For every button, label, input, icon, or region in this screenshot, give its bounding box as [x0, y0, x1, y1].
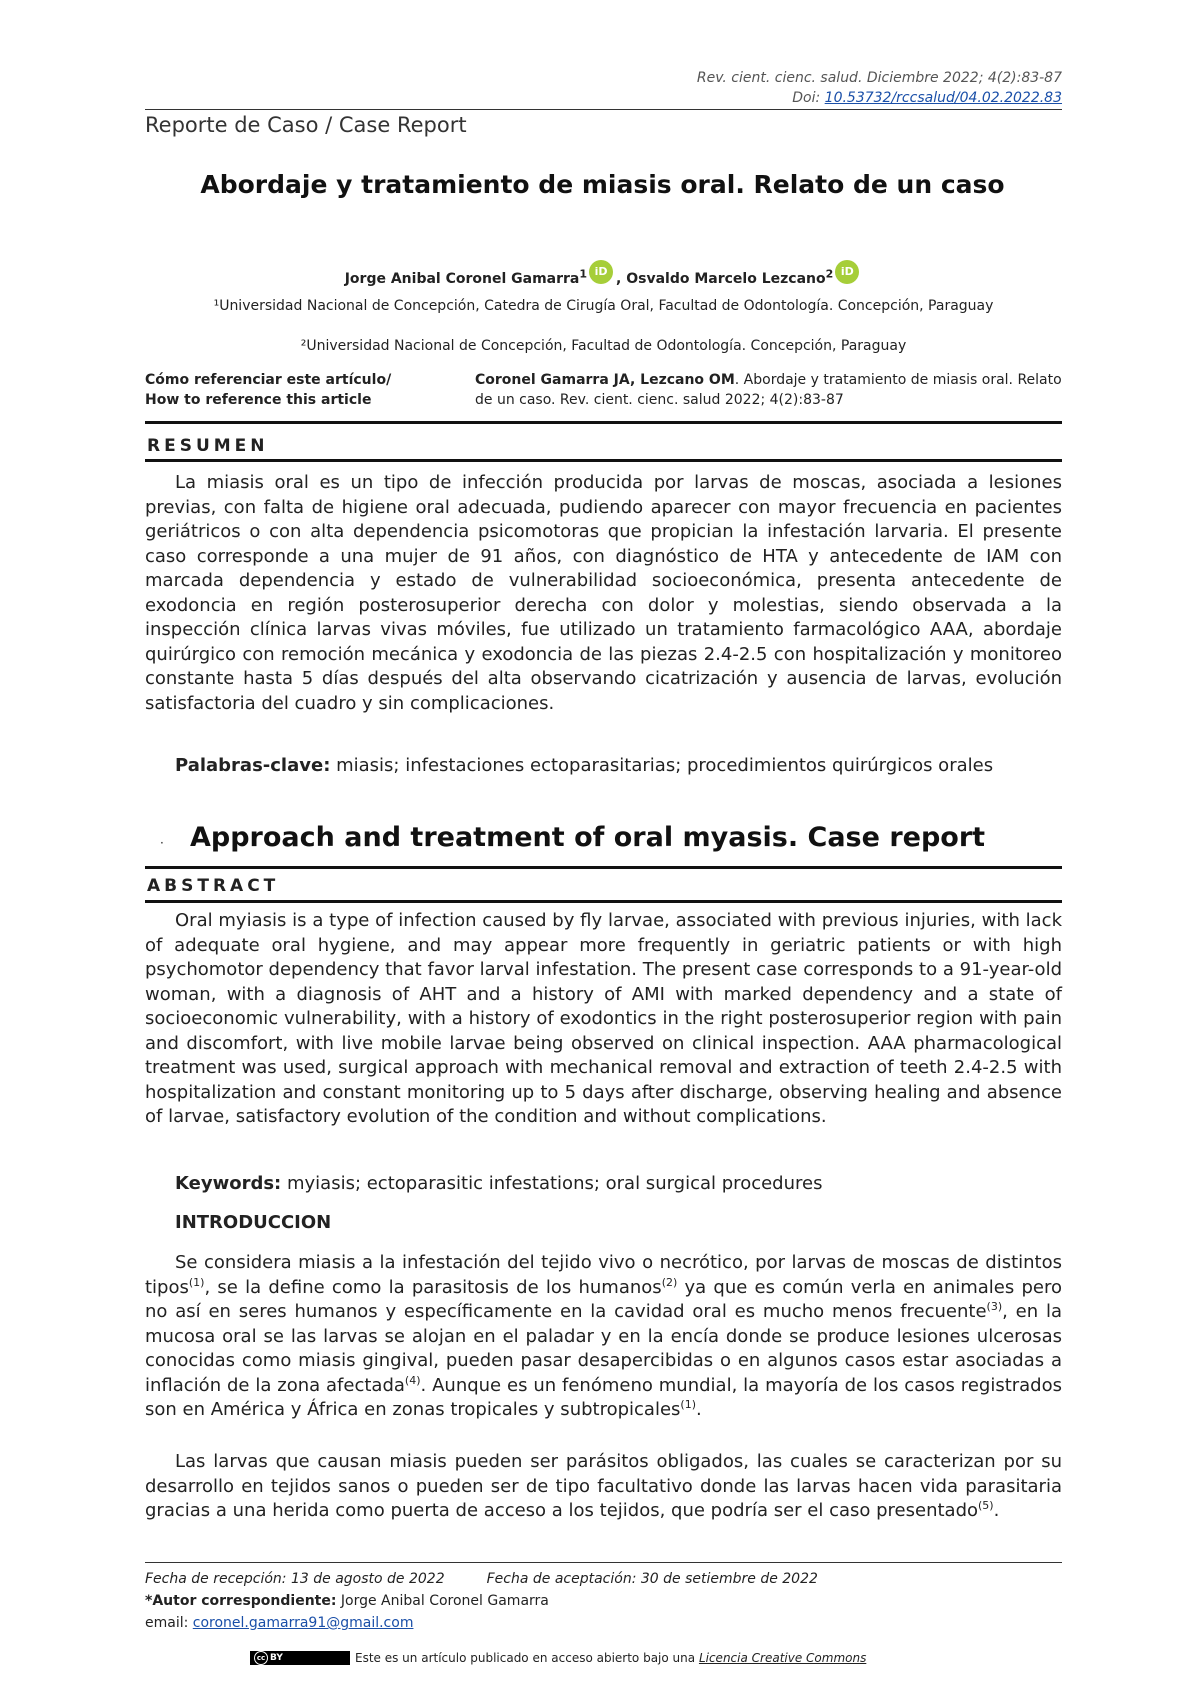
- license-text: Este es un artículo publicado en acceso abierto bajo una: [355, 1651, 699, 1665]
- intro-p1-text: .: [696, 1399, 702, 1420]
- header-rule: [145, 109, 1062, 110]
- intro-p1-text: , en la mucosa oral se las larvas se alojan en el paladar y en la encía donde se produce lesiones ulcerosas conocidas como miasis gingival, pueden pasar desapercibidas o en algunos casos estar asociadas a inflación de la zona afectada: [145, 1301, 1062, 1396]
- abstract-bottom-rule: [145, 900, 1062, 903]
- email-line: [145, 1613, 413, 1633]
- reference-label-es: Cómo referenciar este artículo/: [145, 372, 392, 388]
- intro-p1-text: . Aunque es un fenómeno mundial, la mayoría de los casos registrados son en América y África en zonas tropicales y subtropicales: [145, 1374, 1062, 1420]
- bullet-dot: ·: [160, 836, 164, 850]
- author-2-sup: 2: [825, 267, 834, 281]
- citation-sup: (4): [404, 1373, 421, 1387]
- abstract-keywords-label: Keywords:: [175, 1173, 282, 1194]
- intro-p1-text: , se la define como la parasitosis de los humanos: [204, 1276, 662, 1298]
- resumen-heading: RESUMEN: [147, 436, 269, 456]
- abstract-heading: ABSTRACT: [147, 876, 280, 896]
- citation-sup: (2): [661, 1275, 678, 1289]
- cc-badge-text: BY: [270, 1653, 283, 1663]
- affiliation-2: ²Universidad Nacional de Concepción, Facultad de Odontología. Concepción, Paraguay: [300, 338, 907, 354]
- citation-sup: (3): [986, 1300, 1003, 1313]
- resumen-text: La miasis oral es un tipo de infección producida por larvas de moscas, asociada a lesiones previas, con falta de higiene oral adecuada, pudiendo aparecer con mayor frecuencia en pacientes geriátricos o con alta dependencia psicomotoras que propician la infestación larvaria. El presente caso corresponde a una mujer de 91 años, con diagnóstico de HTA y antecedente de IAM con marcada dependencia y estado de vulnerabilidad socioeconómica, presenta antecedente de exodoncia en región posterosuperior derecha con dolor y molestias, siendo observada a la inspección clínica larvas vivas móviles, fue utilizado un tratamiento farmacológico AAA, abordaje quirúrgico con remoción mecánica y exodoncia de las piezas 2.4-2.5 con hospitalización y monitoreo constante hasta 5 días después del alta observando cicatrización y ausencia de larvas, evolución satisfactoria del cuadro y sin complicaciones.: [145, 472, 1062, 714]
- section-type: Reporte de Caso / Case Report: [145, 113, 467, 137]
- intro-p2-text: Las larvas que causan miasis pueden ser parásitos obligados, las cuales se caracterizan por su desarrollo en tejidos sanos o pueden ser de tipo facultativo donde las larvas hacen vida parasitaria gracias a una herida como puerta de acceso a los tejidos, que podría ser el caso presentado: [145, 1451, 1062, 1521]
- reference-label-en: How to reference this article: [145, 392, 372, 408]
- author-separator: ,: [616, 271, 627, 287]
- resumen-bottom-rule: [145, 459, 1062, 462]
- dates-line: [145, 1569, 818, 1589]
- article-title: Abordaje y tratamiento de miasis oral. Relato de un caso: [200, 170, 1005, 199]
- reference-text: [475, 370, 1062, 410]
- english-title: Approach and treatment of oral myasis. Case report: [190, 822, 986, 853]
- doi-line: [697, 88, 1062, 108]
- corresponding-name: Jorge Anibal Coronel Gamarra: [336, 1593, 549, 1609]
- affiliation-1: ¹Universidad Nacional de Concepción, Catedra de Cirugía Oral, Facultad de Odontología. Concepción, Paraguay: [213, 298, 994, 314]
- orcid-icon[interactable]: iD: [835, 260, 859, 284]
- abstract-text: Oral myiasis is a type of infection caused by fly larvae, associated with previous injuries, with lack of adequate oral hygiene, and may appear more frequently in geriatric patients or with high psychomotor dependency that favor larval infestation. The present case corresponds to a 91-year-old woman, with a diagnosis of AHT and a history of AMI with marked dependency and a state of socioeconomic vulnerability, with a history of exodontics in the right posterosuperior region with pain and discomfort, with live mobile larvae being observed on clinical inspection. AAA pharmacological treatment was used, surgical approach with mechanical removal and extraction of teeth 2.4-2.5 with hospitalization and constant monitoring up to 5 days after discharge, observing healing and absence of larvae, satisfactory evolution of the condition and without complications.: [145, 910, 1062, 1127]
- intro-p2-text: .: [993, 1500, 1000, 1521]
- reference-body: . Abordaje y tratamiento de miasis oral. Relato de un caso. Rev. cient. cienc. salud 2022; 4(2):83-87: [475, 372, 1062, 408]
- journal-citation: Rev. cient. cienc. salud. Diciembre 2022; 4(2):83-87: [696, 70, 1062, 86]
- citation-sup: (5): [978, 1499, 994, 1512]
- intro-p1-text: Se considera miasis a la infestación del tejido vivo o necrótico, por larvas de moscas de distintos tipos: [145, 1252, 1062, 1298]
- author-2-name: Osvaldo Marcelo Lezcano: [626, 271, 826, 287]
- intro-heading: INTRODUCCION: [175, 1212, 332, 1233]
- intro-paragraph-1: [145, 1251, 1062, 1423]
- resumen-top-rule: [145, 421, 1062, 424]
- corresponding-star: *: [145, 1593, 153, 1609]
- reference-label: [145, 370, 391, 410]
- doi-label: Doi:: [792, 90, 825, 106]
- journal-header: [697, 68, 1062, 108]
- resumen-keywords-label: Palabras-clave:: [175, 755, 331, 776]
- received-date: Fecha de recepción: 13 de agosto de 2022: [145, 1571, 445, 1587]
- citation-sup: (1): [188, 1275, 205, 1289]
- corresponding-label: Autor correspondiente:: [152, 1593, 337, 1609]
- email-label: email:: [145, 1615, 193, 1631]
- citation-sup: (1): [680, 1398, 696, 1411]
- license-link[interactable]: Licencia Creative Commons: [698, 1651, 867, 1665]
- abstract-keywords: [175, 1172, 1062, 1196]
- cc-license-badge[interactable]: [250, 1651, 350, 1665]
- author-list: [145, 260, 1062, 287]
- corresponding-author: [145, 1591, 549, 1611]
- doi-link[interactable]: 10.53732/rccsalud/04.02.2022.83: [824, 90, 1062, 106]
- license-statement: [355, 1651, 866, 1665]
- orcid-icon[interactable]: iD: [589, 260, 613, 284]
- accepted-date: Fecha de aceptación: 30 de setiembre de 2022: [486, 1571, 818, 1587]
- author-1-name: Jorge Anibal Coronel Gamarra: [344, 271, 580, 287]
- reference-authors: Coronel Gamarra JA, Lezcano OM: [475, 372, 735, 388]
- abstract-keywords-list: myiasis; ectoparasitic infestations; oral surgical procedures: [281, 1173, 823, 1194]
- abstract-top-rule: [145, 866, 1062, 869]
- resumen-keywords: [175, 754, 1062, 778]
- author-1-sup: 1: [579, 267, 588, 281]
- intro-paragraph-2: [145, 1450, 1062, 1524]
- email-link[interactable]: coronel.gamarra91@gmail.com: [192, 1615, 414, 1631]
- intro-p1-text: ya que es común verla en animales pero no así en seres humanos y específicamente en la cavidad oral es mucho menos frecuente: [145, 1276, 1063, 1322]
- footer-rule: [145, 1562, 1062, 1563]
- resumen-keywords-list: miasis; infestaciones ectoparasitarias; procedimientos quirúrgicos orales: [330, 755, 994, 776]
- cc-icon: cc: [254, 1651, 268, 1665]
